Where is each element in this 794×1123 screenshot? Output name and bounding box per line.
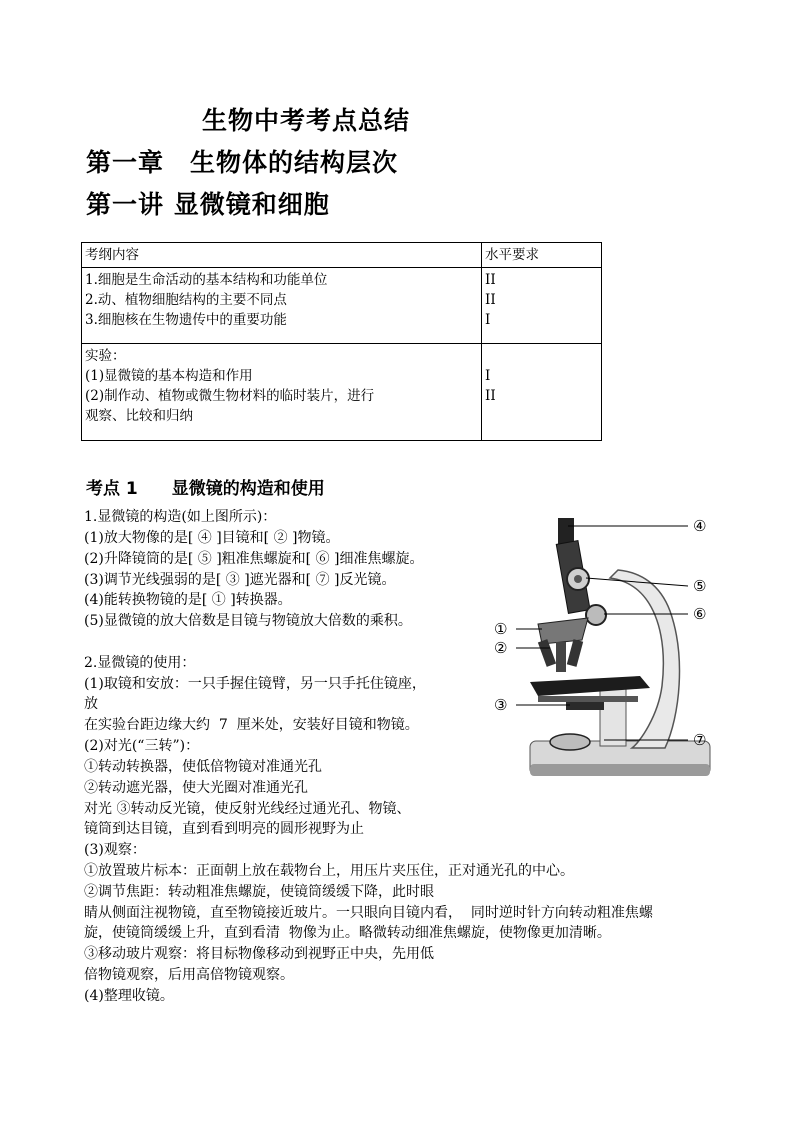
text-line: (3)观察： xyxy=(84,842,146,858)
table-line: 实验： xyxy=(85,348,126,364)
level-value: II xyxy=(485,388,496,404)
text-line: 1.显微镜的构造(如上图所示)： xyxy=(84,509,277,525)
header-level: 水平要求 xyxy=(482,243,602,268)
figure-label: ② xyxy=(494,639,508,657)
eyepiece xyxy=(558,518,574,544)
header-content: 考纲内容 xyxy=(82,243,482,268)
text-line: (2)升降镜筒的是[ ⑤ ]粗准焦螺旋和[ ⑥ ]细准焦螺旋。 xyxy=(84,551,424,567)
table-header-row xyxy=(82,243,602,268)
base-shadow xyxy=(530,764,710,776)
objective xyxy=(567,639,583,667)
table-row xyxy=(82,268,602,344)
level-value: I xyxy=(485,312,491,328)
figure-label: ④ xyxy=(693,517,707,535)
table-line: 2.动、植物细胞结构的主要不同点 xyxy=(85,292,287,308)
text-line: (1)取镜和安放：一只手握住镜臂，另一只手托住镜座， xyxy=(84,676,426,692)
text-line: 对光 ③转动反光镜，使反射光线经过通光孔、物镜、 xyxy=(84,801,411,817)
diaphragm xyxy=(566,702,604,710)
microscope-pillar xyxy=(600,686,626,746)
table-line: 1.细胞是生命活动的基本结构和功能单位 xyxy=(85,272,328,288)
text-line: 睛从侧面注视物镜，直至物镜接近玻片。一只眼向目镜内看， 同时逆时针方向转动粗准焦螺 xyxy=(84,905,653,921)
fine-knob xyxy=(586,605,606,625)
level-value xyxy=(485,346,598,366)
row2-levels xyxy=(482,344,602,441)
figure-label: ⑦ xyxy=(693,731,707,749)
text-line: 2.显微镜的使用： xyxy=(84,655,196,671)
coarse-knob-center xyxy=(574,575,582,583)
figure-label: ③ xyxy=(494,696,508,714)
figure-label: ⑥ xyxy=(693,605,707,623)
level-value: II xyxy=(485,292,496,308)
text-line: 倍物镜观察，后用高倍物镜观察。 xyxy=(84,967,294,983)
table-line: (2)制作动、植物或微生物材料的临时装片，进行 xyxy=(85,388,375,404)
text-line: (2)对光(“三转”)： xyxy=(84,738,200,754)
row1-levels xyxy=(482,268,602,344)
text-line: 镜筒到达目镜，直到看到明亮的圆形视野为止 xyxy=(84,821,364,837)
outline-table xyxy=(81,242,602,441)
row2-content xyxy=(82,344,482,441)
table-row xyxy=(82,344,602,441)
table-line: (1)显微镜的基本构造和作用 xyxy=(85,368,253,384)
text-line: ②调节焦距：转动粗准焦螺旋，使镜筒缓缓下降，此时眼 xyxy=(84,884,434,900)
level-value: II xyxy=(485,272,496,288)
table-line: 3.细胞核在生物遗传中的重要功能 xyxy=(85,312,287,328)
objective xyxy=(556,642,566,672)
text-line: ①放置玻片标本：正面朝上放在载物台上，用压片夹压住，正对通光孔的中心。 xyxy=(84,863,574,879)
table-line: 观察、比较和归纳 xyxy=(85,408,193,424)
figure-label: ⑤ xyxy=(693,577,707,595)
figure-label: ① xyxy=(494,620,508,638)
text-line: (4)整理收镜。 xyxy=(84,988,174,1004)
text-line: 在实验台距边缘大约 7 厘米处，安装好目镜和物镜。 xyxy=(84,717,419,733)
text-line: (5)显微镜的放大倍数是目镜与物镜放大倍数的乘积。 xyxy=(84,613,412,629)
text-line: (3)调节光线强弱的是[ ③ ]遮光器和[ ⑦ ]反光镜。 xyxy=(84,572,396,588)
text-line: ②转动遮光器，使大光圈对准通光孔 xyxy=(84,780,308,796)
page-title: 生物中考考点总结 xyxy=(202,106,411,135)
mirror xyxy=(550,734,590,750)
text-line: 放 xyxy=(84,696,98,712)
lecture-title: 第一讲 显微镜和细胞 xyxy=(86,190,330,219)
text-line: ③移动玻片观察：将目标物像移动到视野正中央，先用低 xyxy=(84,946,434,962)
chapter-title: 第一章 生物体的结构层次 xyxy=(86,148,399,177)
row1-content xyxy=(82,268,482,344)
text-line: (1)放大物像的是[ ④ ]目镜和[ ② ]物镜。 xyxy=(84,530,340,546)
microscope-figure xyxy=(490,506,720,784)
stage xyxy=(530,676,650,696)
text-line: (4)能转换物镜的是[ ① ]转换器。 xyxy=(84,592,292,608)
stage-edge xyxy=(538,696,638,702)
text-line: 旋，使镜筒缓缓上升，直到看清 物像为止。略微转动细准焦螺旋，使物像更加清晰。 xyxy=(84,925,611,941)
level-value: I xyxy=(485,368,491,384)
text-line: ①转动转换器，使低倍物镜对准通光孔 xyxy=(84,759,322,775)
section-title: 考点 1 显微镜的构造和使用 xyxy=(86,479,325,499)
